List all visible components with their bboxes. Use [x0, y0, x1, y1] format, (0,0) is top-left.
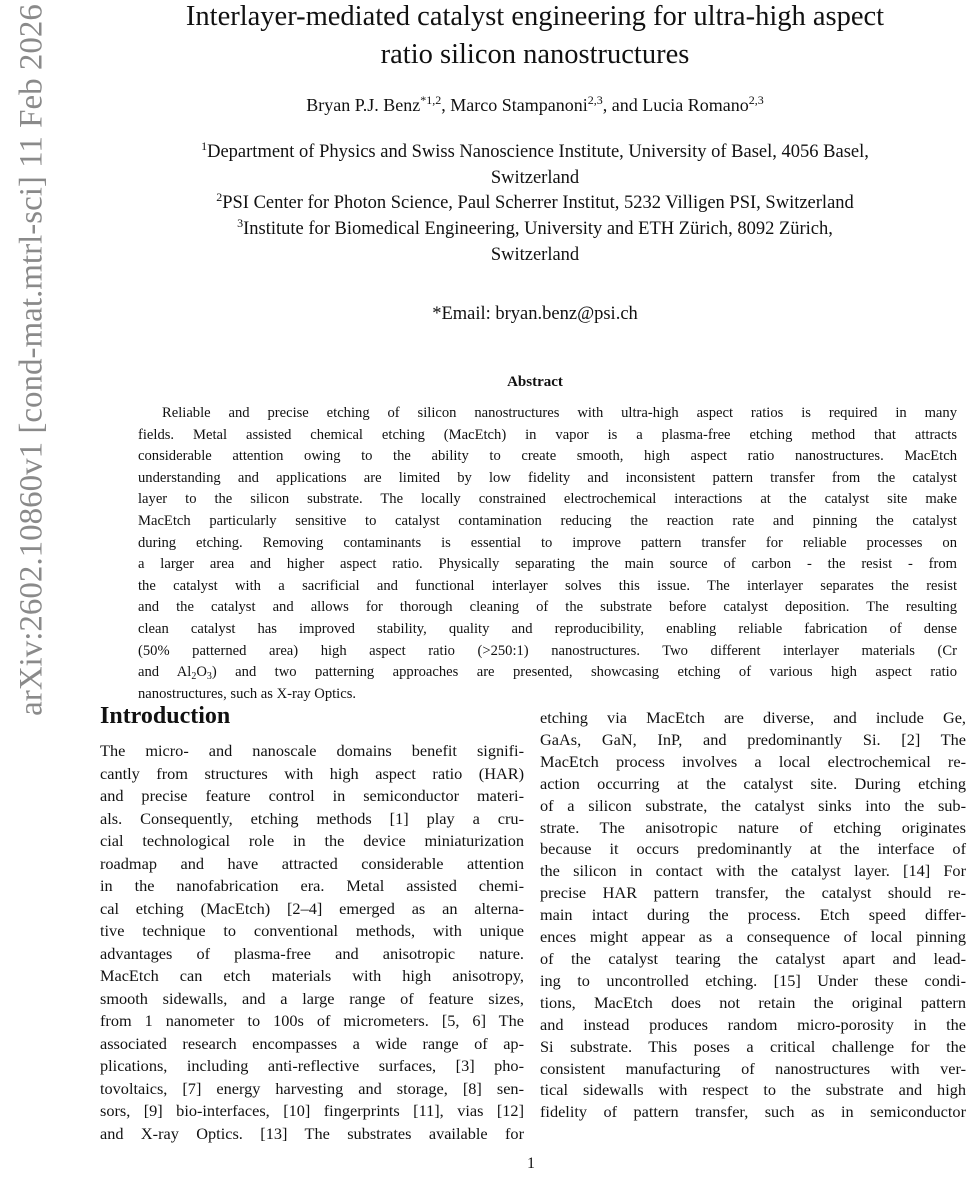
paper-title [90, 0, 968, 74]
text-line: als. Consequently, etching methods [1] play a cru- [100, 808, 524, 828]
text-line: cantly from structures with high aspect ratio (HAR) [100, 763, 524, 783]
text-line: main intact during the process. Etch speed differ- [540, 905, 966, 925]
text-line: MacEtch process involves a local electrochemical re- [540, 751, 966, 771]
text-line: roadmap and have attracted considerable attention [100, 853, 524, 873]
text-line: smooth sidewalls, and a large range of feature sizes, [100, 988, 524, 1008]
affiliation-marker: 1 [201, 139, 208, 153]
text-line: the silicon in contact with the catalyst layer. [14] For [540, 861, 966, 881]
affiliation-marker: 2 [216, 190, 223, 205]
text-line: consistent manufacturing of nanostructures with ver- [540, 1058, 966, 1078]
author-separator: , [441, 95, 451, 115]
abstract-line: nanostructures, such as X-ray Optics. [138, 685, 357, 702]
text-line: fields. Metal assisted chemical etching (MacEtch) in vapor is a plasma-free etching method that attracts [138, 426, 957, 443]
abstract-text [138, 403, 957, 705]
text-line: etching via MacEtch are diverse, and include Ge, [540, 708, 966, 727]
author-affiliation-marker: 2,3 [748, 93, 764, 107]
author-name: Lucia Romano [642, 95, 749, 115]
text-line: because it occurs predominantly at the interface of [540, 839, 966, 859]
text-line: Reliable and precise etching of silicon nanostructures with ultra-high aspect ratios is required in many [162, 405, 957, 421]
text-line: of the catalyst tearing the catalyst apart and lead- [540, 948, 966, 968]
text-line: action occurring at the catalyst site. During etching [540, 773, 966, 793]
affiliation [90, 140, 968, 166]
affiliation-text: Institute for Biomedical Engineering, University and ETH Zürich, 8092 Zürich, [243, 219, 833, 240]
text-line: a larger area and higher aspect ratio. Physically separating the main source of carbon - the resist - from [138, 556, 957, 573]
text-line: MacEtch particularly sensitive to catalyst contamination reducing the reaction rate and pinning the catalyst [138, 512, 957, 529]
text-line: and precise feature control in semiconductor materi- [100, 786, 524, 805]
text-line: advantages of plasma-free and anisotropic nature. [100, 943, 524, 963]
author-name: Bryan P.J. Benz [306, 95, 421, 115]
author-separator: , and [602, 95, 643, 115]
text-run: and Al [138, 664, 192, 681]
text-line: of a silicon substrate, the catalyst sinks into the sub- [540, 795, 966, 815]
text-line: during etching. Removing contaminants is essential to improve pattern transfer for reliable processes on [138, 534, 957, 551]
text-line: in the nanofabrication era. Metal assisted chemi- [100, 876, 524, 895]
affiliation-marker: 3 [237, 216, 244, 231]
text-line: and the catalyst and allows for thorough cleaning of the substrate before catalyst deposition. The resulting [138, 599, 957, 616]
affiliation-continued: Switzerland [490, 167, 580, 188]
text-line: understanding and applications are limited by low fidelity and inconsistent pattern transfer from the catalyst [138, 469, 957, 486]
author-name: Marco Stampanoni [450, 95, 588, 115]
text-line: associated research encompasses a wide range of ap- [100, 1033, 524, 1053]
abstract-heading: Abstract [507, 374, 563, 390]
title-line: Interlayer-mediated catalyst engineering for ultra-high aspect [185, 1, 885, 32]
text-line: ences might appear as a consequence of local pinning [540, 927, 966, 947]
subscript: 3 [206, 671, 212, 683]
affiliation [90, 191, 968, 217]
text-line: strate. The anisotropic nature of etching originates [540, 817, 966, 837]
section-heading-introduction: Introduction [100, 703, 231, 729]
text-line: The micro- and nanoscale domains benefit signifi- [100, 741, 524, 760]
text-line: clean catalyst has improved stability, quality and reproducibility, enabling reliable fabrication of dense [138, 620, 957, 637]
text-line: tive technique to conventional methods, with unique [100, 921, 524, 940]
text-run: ) and two patterning approaches are presented, showcasing etching of various high aspect ratio [211, 664, 957, 681]
corresponding-email: *Email: bryan.benz@psi.ch [432, 304, 638, 324]
text-line: plications, including anti-reflective surfaces, [3] pho- [100, 1056, 524, 1075]
page-number: 1 [527, 1155, 535, 1172]
text-line: layer to the silicon substrate. The locally constrained electrochemical interactions at the catalyst site make [138, 491, 957, 508]
text-line: tical sidewalls with respect to the substrate and high [540, 1080, 966, 1100]
text-line: (50% patterned area) high aspect ratio (>250:1) nanostructures. Two different interlayer materials (Cr [138, 642, 957, 659]
affiliation-text: PSI Center for Photon Science, Paul Scherrer Institut, 5232 Villigen PSI, Switzerland [222, 193, 854, 214]
text-line: and instead produces random micro-porosity in the [540, 1014, 966, 1034]
right-column-text [540, 707, 966, 1123]
text-line: tions, MacEtch does not retain the original pattern [540, 992, 966, 1012]
arxiv-stamp: arXiv:2602.10860v1 [cond-mat.mtrl-sci] 11 Feb 2026 [13, 4, 50, 716]
text-line: cal etching (MacEtch) [2–4] emerged as an alterna- [100, 898, 524, 918]
text-line: sors, [9] bio-interfaces, [10] fingerprints [11], vias [12] [100, 1101, 524, 1120]
text-line: from 1 nanometer to 100s of micrometers. [5, 6] The [100, 1011, 524, 1030]
affiliation [90, 217, 968, 243]
affiliation-text: Department of Physics and Swiss Nanoscience Institute, University of Basel, 4056 Basel, [207, 142, 869, 162]
text-line: and X-ray Optics. [13] The substrates available for [100, 1123, 524, 1143]
text-line: Si substrate. This poses a critical challenge for the [540, 1036, 966, 1056]
text-line: GaAs, GaN, InP, and predominantly Si. [2] The [540, 729, 966, 749]
text-line: fidelity of pattern transfer, such as in semiconductor [540, 1102, 966, 1122]
author-list [90, 95, 968, 116]
text-line: cial technological role in the device miniaturization [100, 831, 524, 850]
text-line: precise HAR pattern transfer, the catalyst should re- [540, 883, 966, 903]
affiliation-continued: Switzerland [490, 244, 580, 265]
subscript: 2 [191, 671, 197, 683]
text-line: the catalyst with a sacrificial and functional interlayer solves this issue. The interlayer separates the resist [138, 577, 957, 594]
text-line: MacEtch can etch materials with high anisotropy, [100, 966, 524, 985]
left-column-text [100, 740, 524, 1145]
text-run: O [196, 664, 207, 681]
author-affiliation-marker: *1,2 [420, 93, 442, 107]
abstract-line [138, 662, 957, 684]
affiliations [90, 140, 968, 269]
author-affiliation-marker: 2,3 [587, 93, 603, 107]
text-line: considerable attention owing to the ability to create smooth, high aspect ratio nanostructures. MacEtch [138, 448, 957, 465]
title-line: ratio silicon nanostructures [380, 39, 690, 70]
text-line: tovoltaics, [7] energy harvesting and storage, [8] sen- [100, 1078, 524, 1098]
text-line: ing to uncontrolled etching. [15] Under these condi- [540, 970, 966, 990]
